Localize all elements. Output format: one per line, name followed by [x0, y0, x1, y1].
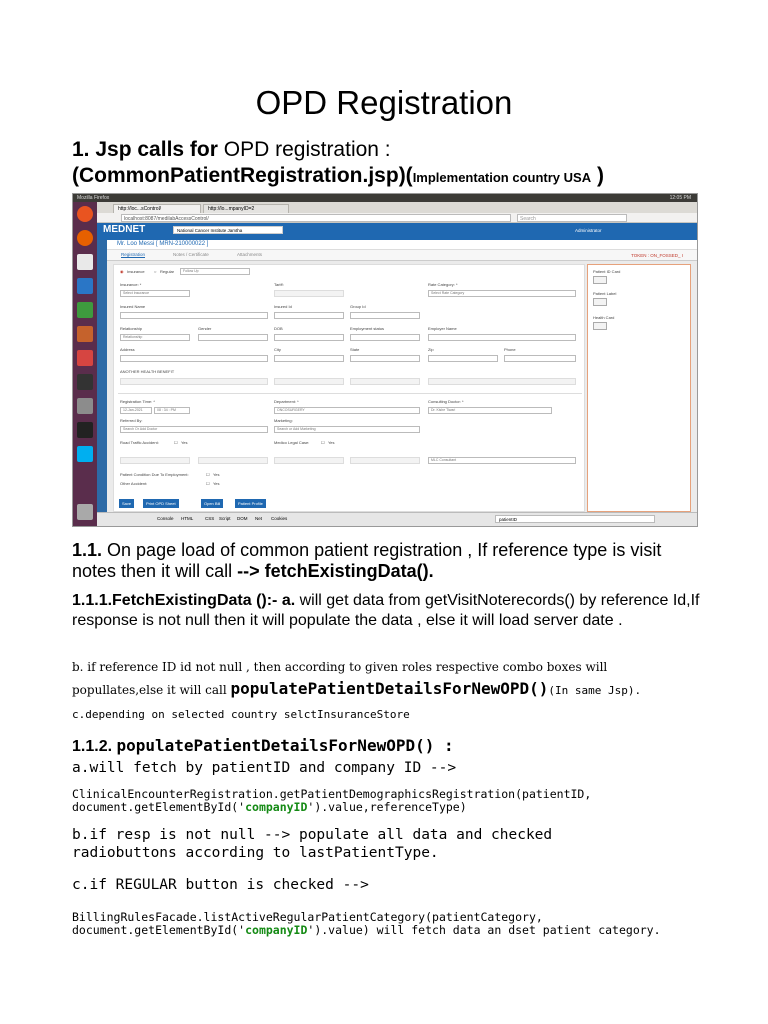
medico-legal-yes[interactable]: Yes	[328, 440, 335, 445]
condition-employment-yes[interactable]: Yes	[213, 472, 220, 477]
insured-id-field[interactable]	[274, 312, 344, 319]
browser-tab-strip	[97, 202, 697, 213]
browser-tab-2[interactable]: http://lo...mpanyID=2	[203, 204, 289, 213]
item-b-line-1: b.if resp is not null --> populate all data and checked	[72, 827, 553, 843]
accident-field-1[interactable]	[120, 457, 190, 464]
devtab-script[interactable]: Script	[219, 516, 231, 521]
git-icon[interactable]	[77, 350, 93, 366]
condition-employment-label: Patient Condition Due To Employment:	[120, 472, 189, 477]
para-b-text: b. if reference ID id not null , then according to given roles respective combo boxes will popullates,else it will call	[72, 660, 608, 697]
open-bill-button[interactable]: Open Bill	[201, 499, 223, 508]
heading-1-1-2-text: populatePatientDetailsForNewOPD() :	[116, 736, 454, 755]
other-insured-field[interactable]	[120, 378, 268, 385]
app-header	[97, 223, 697, 240]
code-1-company-id: companyID	[245, 800, 308, 814]
os-window-title: Mozilla Firefox	[77, 195, 110, 201]
devtab-css[interactable]: CSS	[205, 516, 215, 521]
institute-select[interactable]: National Cancer Institute Jamtha	[173, 226, 283, 234]
os-clock: 12:05 PM	[669, 195, 691, 201]
calc-icon[interactable]	[77, 302, 93, 318]
department-label: Department: *	[274, 399, 299, 404]
item-a: a.will fetch by patientID and company ID -->	[72, 760, 457, 776]
token-label: TOKEN : ON_FOSSED_ I	[631, 253, 683, 258]
zip-label: Zip	[428, 347, 434, 352]
registration-time-field[interactable]: 08 : 34 : PM	[154, 407, 190, 414]
os-launcher	[73, 202, 97, 526]
para-1-1-text: On page load of common patient registration , If reference type is visit notes then it will call	[72, 540, 662, 581]
tariff-field[interactable]	[274, 290, 344, 297]
section-number: 1.	[72, 138, 90, 161]
section-heading-text: Jsp calls for	[95, 138, 224, 161]
files-icon[interactable]	[77, 254, 93, 270]
implementation-country: Implementation country USA	[412, 170, 592, 185]
save-button[interactable]: Save	[119, 499, 134, 508]
mlc-consultant-field[interactable]: MLC Consultant	[428, 457, 576, 464]
accident-date-field[interactable]	[198, 457, 268, 464]
app-side-nav	[97, 240, 107, 512]
patient-name: Mr. Loo Messi [ MRN-210000022 ]	[117, 241, 209, 247]
browser-url-bar	[97, 213, 697, 223]
code-1-line-2c: ').value,referenceType)	[307, 800, 467, 814]
os-top-bar	[73, 194, 697, 202]
browser-tab-1[interactable]: http://loc...sControl/	[113, 204, 201, 213]
another-benefit-label: ANOTHER HEALTH BENEFIT	[120, 369, 175, 374]
section-heading-line1	[72, 138, 391, 162]
tariff-label: Tariff:	[274, 282, 284, 287]
marketing-label: Marketing:	[274, 418, 293, 423]
embedded-screenshot	[72, 193, 698, 527]
populate-method-name: populatePatientDetailsForNewOPD()	[230, 679, 549, 698]
heading-1-1-2-number: 1.1.2.	[72, 738, 117, 755]
devtools-bar	[97, 512, 697, 526]
para-1-1-1-text: will get data from getVisitNoterecords() by reference Id,If response is not null then it will populate the data , else it will load server date .	[72, 592, 700, 629]
devtools-search[interactable]: patientID	[495, 515, 655, 523]
dob-field[interactable]	[274, 334, 344, 341]
paragraph-1-1	[72, 540, 702, 582]
heading-close-paren: )	[591, 164, 604, 187]
relationship-label: Relationship	[120, 326, 143, 331]
insurance-label: Insurance: *	[120, 282, 142, 287]
jsp-filename: (CommonPatientRegistration.jsp)(	[72, 164, 413, 187]
insured-name-field[interactable]	[120, 312, 268, 319]
gender-select[interactable]	[198, 334, 268, 341]
paragraph-c: c.depending on selected country selctInsuranceStore	[72, 708, 410, 721]
employer-name-field[interactable]	[428, 334, 576, 341]
admin-user[interactable]: Administrator	[575, 228, 602, 233]
patient-label-icon[interactable]	[593, 298, 607, 306]
registration-subtabs	[107, 250, 697, 261]
app-icon[interactable]	[77, 374, 93, 390]
radio-insurance-label[interactable]: Insurance	[127, 269, 145, 274]
department-select[interactable]: ONCOSURGERY	[274, 407, 420, 414]
state-label: State	[350, 347, 360, 352]
code-2-line-1: BillingRulesFacade.listActiveRegularPatientCategory(patientCategory,	[72, 910, 543, 924]
devtab-dom[interactable]: DOM	[237, 516, 248, 521]
road-traffic-label: Road Traffic Accident:	[120, 440, 159, 445]
consulting-doctor-label: Consulting Doctor: *	[428, 399, 464, 404]
para-1-1-number: 1.1.	[72, 540, 103, 560]
code-1-line-1: ClinicalEncounterRegistration.getPatientDemographicsRegistration(patientID,	[72, 787, 592, 801]
tab-attachments[interactable]: Attachments	[237, 252, 263, 257]
paragraph-b	[72, 656, 702, 702]
employment-status-label: Employment status	[350, 326, 385, 331]
rate-category-label: Rate Category: *	[428, 282, 458, 287]
devtab-net[interactable]: Net	[255, 516, 263, 521]
item-b	[72, 826, 552, 862]
consulting-doctor-field[interactable]: Dr. Kishe Tiwari	[428, 407, 552, 414]
zip-field[interactable]	[428, 355, 498, 362]
health-card-icon[interactable]	[593, 322, 607, 330]
fetch-existing-data-call: --> fetchExistingData().	[237, 561, 434, 581]
patient-id-card-icon[interactable]	[593, 276, 607, 284]
right-card-panel	[587, 264, 691, 512]
registration-time-label: Registration Time: *	[120, 399, 155, 404]
mlc-field-1[interactable]	[274, 457, 344, 464]
patient-id-card-label: Patient ID Card	[593, 269, 621, 274]
marketing-field[interactable]: Search or Add Marketing	[274, 426, 420, 433]
relationship-select[interactable]: Relationship	[120, 334, 190, 341]
skype-icon[interactable]	[77, 446, 93, 462]
page-title: OPD Registration	[255, 84, 513, 121]
medico-legal-label: Medico Legal Case:	[274, 440, 310, 445]
patient-profile-button[interactable]: Patient Profile	[235, 499, 266, 508]
code-2-company-id: companyID	[245, 923, 308, 937]
employer-name-label: Employer Name	[428, 326, 457, 331]
state-field[interactable]	[350, 355, 420, 362]
section-heading-line2	[72, 164, 604, 188]
devtab-cookies[interactable]: Cookies	[271, 516, 288, 521]
firefox-icon[interactable]	[77, 230, 93, 246]
address-label: Address	[120, 347, 135, 352]
tab-notes-certificate[interactable]: Notes / Certificate	[173, 252, 209, 257]
app-logo: MEDNET	[103, 224, 146, 235]
item-b-line-2: radiobuttons according to lastPatientType.	[72, 845, 439, 861]
print-opd-sheet-button[interactable]: Print OPD Sheet	[143, 499, 179, 508]
address-field[interactable]	[120, 355, 268, 362]
rate-category-select[interactable]: Select Rate Category	[428, 290, 576, 297]
trash-icon[interactable]	[77, 504, 93, 520]
phone-field[interactable]	[504, 355, 576, 362]
gender-label: Gender	[198, 326, 212, 331]
referred-by-label: Referred By:	[120, 418, 143, 423]
phone-label: Phone	[504, 347, 516, 352]
devtab-html[interactable]: HTML	[181, 516, 194, 521]
health-card-label: Health Card	[593, 315, 615, 320]
city-field[interactable]	[274, 355, 344, 362]
followup-select[interactable]: Follow Up	[180, 268, 250, 275]
other-accident-yes[interactable]: Yes	[213, 481, 220, 486]
patient-label-label: Patient Label	[593, 291, 617, 296]
item-c: c.if REGULAR button is checked -->	[72, 877, 369, 893]
other-plan-field[interactable]	[350, 378, 420, 385]
insurance-select[interactable]: Select Insurance	[120, 290, 190, 297]
settings-icon[interactable]	[77, 398, 93, 414]
devtab-console[interactable]: Console	[157, 516, 174, 521]
tab-registration[interactable]: Registration	[121, 252, 146, 257]
impress-icon[interactable]	[77, 326, 93, 342]
code-2-line-2a: document.getElementById('	[72, 923, 246, 937]
patient-header	[97, 240, 697, 250]
referred-by-field[interactable]: Search Or Add Doctor	[120, 426, 268, 433]
para-1-1-1-a: a.	[277, 592, 296, 609]
registration-form: ◉ Insurance ○ Regular Follow Up Insurance: * Select Insurance Tariff: Rate Category: * Select Rate Category Insured Name Insured Id Group Id Relationship Relationship Gender DOB Employment status Employer Name Address City State Zip Phone ANOTHER HEALTH BENEFIT Registration Time: * 12-Jan-2021 08 : 34 : PM Department: * ONCOSURGERY Consulting Doctor: * Dr. Kishe Tiwari Referred By: Search Or Add Doctor Marketing: Search or Add Marketing Road Traffic Accident: ☐ Yes Medico Legal Case: ☐ Yes MLC Consultant Patient Condition Due To Employment: ☐ Yes Other Accident: ☐ Yes	[113, 264, 585, 512]
insured-id-label: Insured Id	[274, 304, 292, 309]
heading-1-1-2	[72, 736, 454, 756]
browser-search-field[interactable]: Search	[517, 214, 627, 222]
group-id-field[interactable]	[350, 312, 420, 319]
para-b-note: (In same Jsp).	[548, 684, 642, 697]
employment-status-select[interactable]	[350, 334, 420, 341]
ubuntu-icon[interactable]	[77, 206, 93, 222]
group-id-label: Group Id	[350, 304, 366, 309]
url-field[interactable]: localhost:8087/medilabAccessControl/	[121, 214, 511, 222]
other-accident-label: Other Accident:	[120, 481, 148, 486]
code-2-line-2c: ').value) will fetch data an dset patient category.	[307, 923, 661, 937]
code-block-2	[72, 911, 661, 937]
other-group-field[interactable]	[274, 378, 344, 385]
code-1-line-2a: document.getElementById('	[72, 800, 246, 814]
radio-regular-label[interactable]: Regular	[160, 269, 175, 274]
mlc-field-2[interactable]	[350, 457, 420, 464]
section-heading-text-plain: OPD registration :	[223, 138, 391, 161]
code-block-1	[72, 788, 591, 814]
insured-name-label: Insured Name	[120, 304, 146, 309]
road-traffic-yes[interactable]: Yes	[181, 440, 188, 445]
city-label: City	[274, 347, 281, 352]
writer-icon[interactable]	[77, 278, 93, 294]
dob-label: DOB	[274, 326, 283, 331]
paragraph-1-1-1	[72, 591, 702, 631]
other-relationship-field[interactable]	[428, 378, 576, 385]
terminal-icon[interactable]	[77, 422, 93, 438]
para-1-1-1-heading: 1.1.1.FetchExistingData ():-	[72, 592, 278, 609]
registration-date-field[interactable]: 12-Jan-2021	[120, 407, 152, 414]
